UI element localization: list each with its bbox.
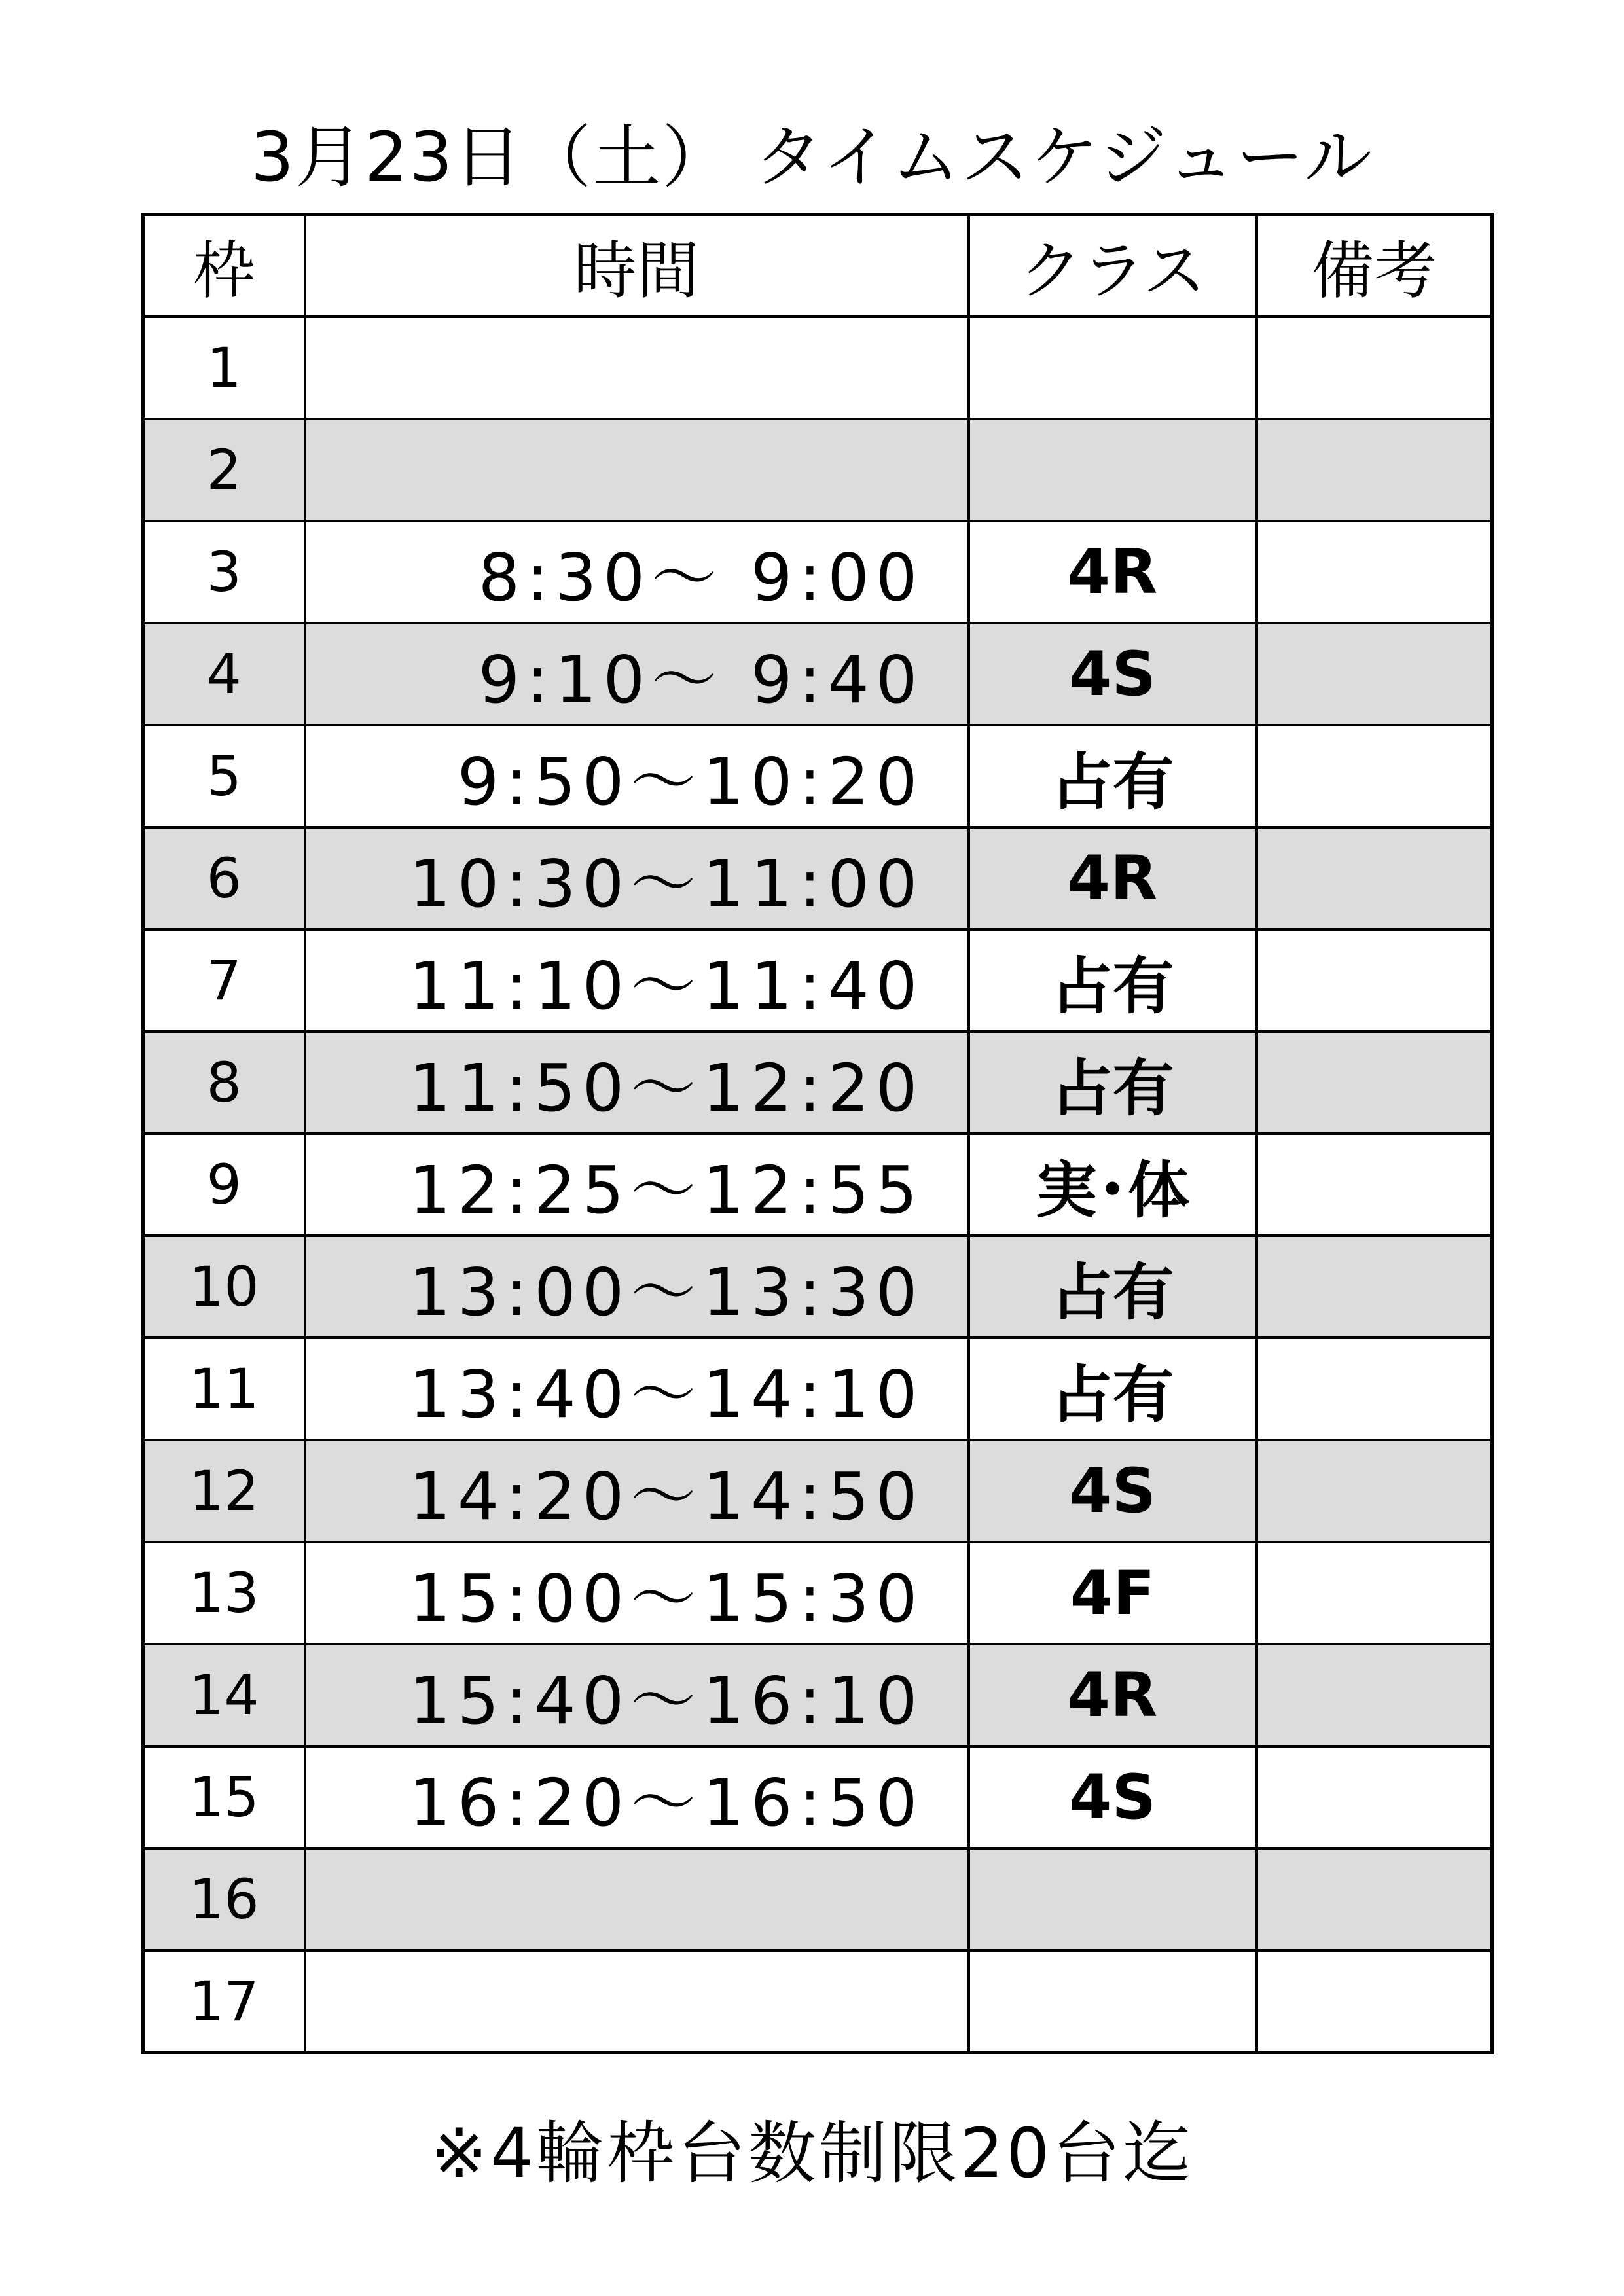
header-notes: 備考 [1257,215,1492,317]
time-cell: 15:40～16:10 [305,1644,969,1746]
class-cell [969,1950,1257,2053]
frame-cell: 8 [143,1031,305,1134]
notes-cell [1257,1848,1492,1950]
notes-cell [1257,317,1492,419]
class-cell: 4R [969,521,1257,623]
header-time: 時間 [305,215,969,317]
class-cell: 4S [969,1440,1257,1542]
frame-cell: 12 [143,1440,305,1542]
frame-cell: 11 [143,1338,305,1440]
notes-cell [1257,1542,1492,1644]
time-cell: 9:50～10:20 [305,725,969,827]
table-row [143,827,1492,929]
notes-cell [1257,827,1492,929]
time-cell [305,1950,969,2053]
class-cell: 占有 [969,929,1257,1031]
time-cell: 13:00～13:30 [305,1236,969,1338]
class-cell: 占有 [969,1236,1257,1338]
table-row [143,521,1492,623]
time-cell: 10:30～11:00 [305,827,969,929]
table-row [143,725,1492,827]
time-cell: 16:20～16:50 [305,1746,969,1848]
table-row [143,1848,1492,1950]
frame-cell: 4 [143,623,305,725]
time-cell: 13:40～14:10 [305,1338,969,1440]
time-cell: 12:25～12:55 [305,1134,969,1236]
table-row [143,1950,1492,2053]
table-row [143,1236,1492,1338]
frame-cell: 10 [143,1236,305,1338]
frame-cell: 17 [143,1950,305,2053]
notes-cell [1257,1031,1492,1134]
class-cell: 占有 [969,725,1257,827]
time-cell: 11:10～11:40 [305,929,969,1031]
frame-cell: 14 [143,1644,305,1746]
time-cell [305,419,969,521]
frame-cell: 3 [143,521,305,623]
notes-cell [1257,419,1492,521]
table-row [143,1644,1492,1746]
notes-cell [1257,929,1492,1031]
table-row [143,1440,1492,1542]
frame-cell: 5 [143,725,305,827]
header-class: クラス [969,215,1257,317]
class-cell: 4S [969,623,1257,725]
table-row [143,1542,1492,1644]
class-cell: 4F [969,1542,1257,1644]
table-row [143,419,1492,521]
notes-cell [1257,623,1492,725]
class-cell [969,1848,1257,1950]
header-frame: 枠 [143,215,305,317]
notes-cell [1257,1236,1492,1338]
frame-cell: 1 [143,317,305,419]
schedule-table [141,213,1494,2054]
notes-cell [1257,1440,1492,1542]
time-cell [305,1848,969,1950]
class-cell: 4R [969,1644,1257,1746]
class-cell: 占有 [969,1338,1257,1440]
class-cell: 占有 [969,1031,1257,1134]
time-cell: 14:20～14:50 [305,1440,969,1542]
frame-cell: 16 [143,1848,305,1950]
frame-cell: 7 [143,929,305,1031]
time-cell: 11:50～12:20 [305,1031,969,1134]
notes-cell [1257,1338,1492,1440]
notes-cell [1257,1950,1492,2053]
table-row [143,1746,1492,1848]
notes-cell [1257,1134,1492,1236]
frame-cell: 9 [143,1134,305,1236]
notes-cell [1257,725,1492,827]
time-cell: 15:00～15:30 [305,1542,969,1644]
footer-note: ※4輪枠台数制限20台迄 [430,2113,1194,2193]
frame-cell: 2 [143,419,305,521]
class-cell [969,317,1257,419]
class-cell: 4R [969,827,1257,929]
class-cell: 4S [969,1746,1257,1848]
table-row [143,1031,1492,1134]
table-row [143,1134,1492,1236]
notes-cell [1257,1746,1492,1848]
class-cell [969,419,1257,521]
frame-cell: 15 [143,1746,305,1848]
notes-cell [1257,1644,1492,1746]
page-title: 3月23日（土） タイムスケジュール [250,117,1374,197]
header-row [143,215,1492,317]
table-row [143,317,1492,419]
frame-cell: 13 [143,1542,305,1644]
time-cell: 9:10～ 9:40 [305,623,969,725]
time-cell [305,317,969,419]
class-cell: 実･体 [969,1134,1257,1236]
table-row [143,929,1492,1031]
table-row [143,1338,1492,1440]
notes-cell [1257,521,1492,623]
table-row [143,623,1492,725]
time-cell: 8:30～ 9:00 [305,521,969,623]
frame-cell: 6 [143,827,305,929]
